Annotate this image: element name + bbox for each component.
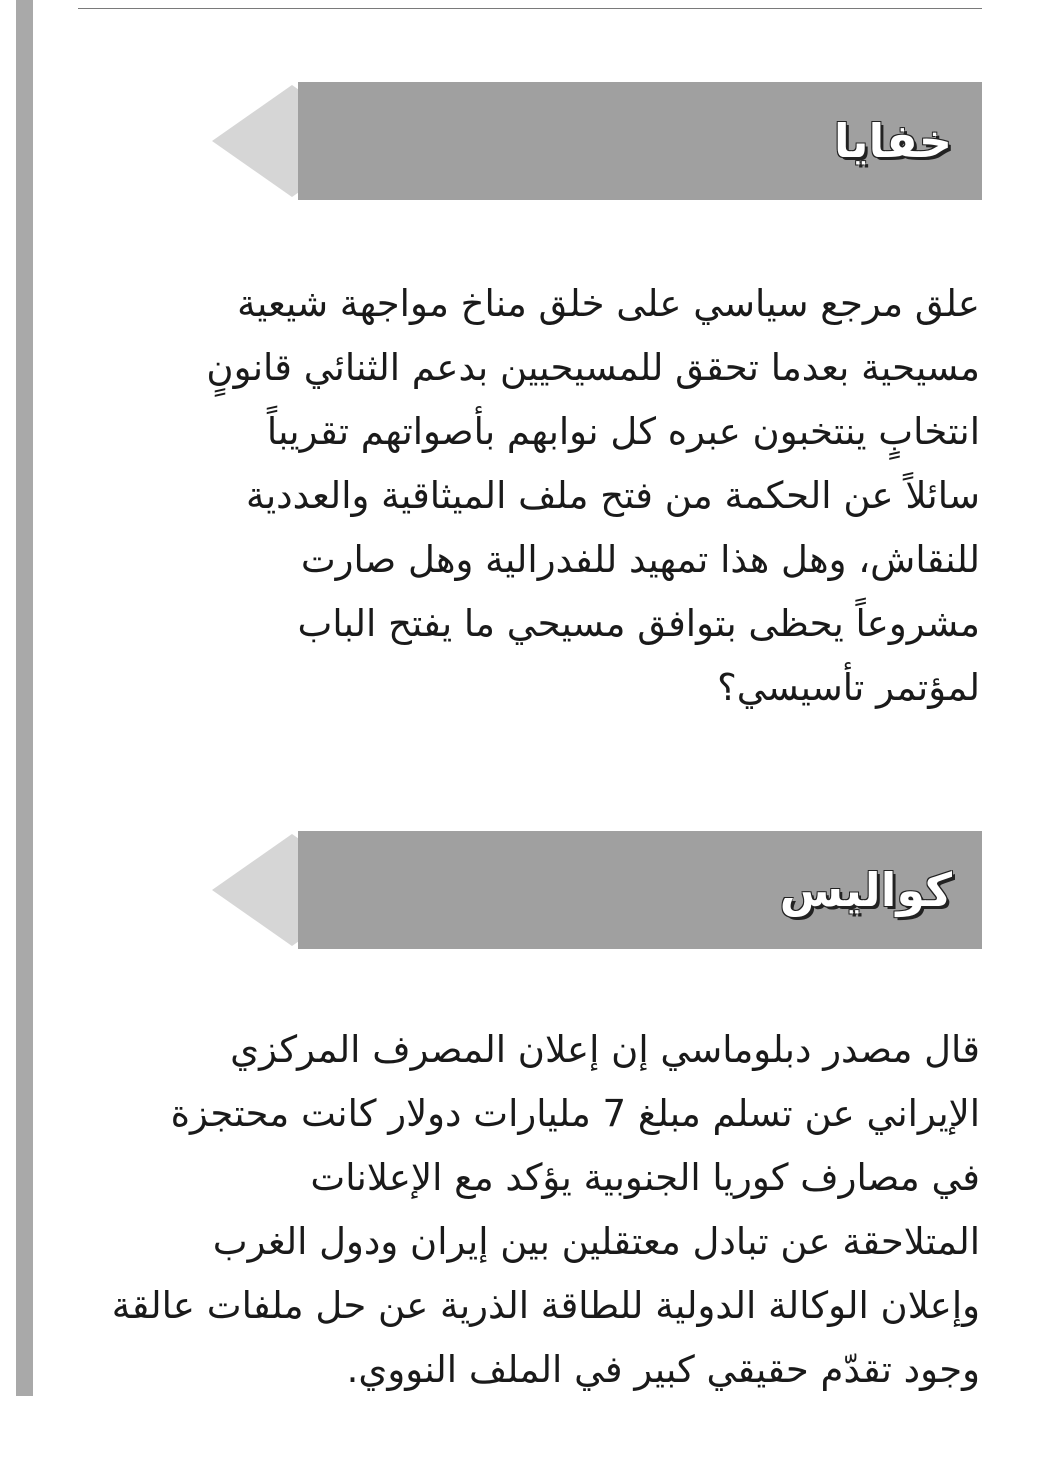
top-rule [78,8,982,9]
article-body [80,1018,980,1402]
section-title: كواليس [779,863,952,917]
article-line: مشروعاً يحظى بتوافق مسيحي ما يفتح الباب [297,602,980,645]
article-line: الإيراني عن تسلم مبلغ 7 مليارات دولار كانت محتجزة [170,1092,980,1135]
article-body [80,272,980,720]
article-line: في مصارف كوريا الجنوبية يؤكد مع الإعلانات [310,1156,980,1199]
article-line: للنقاش، وهل هذا تمهيد للفدرالية وهل صارت [300,538,980,581]
section-header-band [298,82,982,200]
side-bar [16,0,33,1396]
section-title: خفايا [833,114,952,168]
article-line: لمؤتمر تأسيسي؟ [717,666,980,709]
article-line: المتلاحقة عن تبادل معتقلين بين إيران ودول الغرب [212,1220,980,1263]
article-line: سائلاً عن الحكمة من فتح ملف الميثاقية والعددية [246,474,980,517]
article-line: وإعلان الوكالة الدولية للطاقة الذرية عن حل ملفات عالقة [111,1284,980,1327]
article-line: وجود تقدّم حقيقي كبير في الملف النووي. [346,1348,980,1391]
section-header-band [298,831,982,949]
article-line: علق مرجع سياسي على خلق مناخ مواجهة شيعية [237,282,980,325]
article-line: قال مصدر دبلوماسي إن إعلان المصرف المركزي [230,1028,980,1071]
article-line: انتخابٍ ينتخبون عبره كل نوابهم بأصواتهم تقريباً [266,410,980,453]
article-line: مسيحية بعدما تحقق للمسيحيين بدعم الثنائي قانونٍ [206,346,980,389]
